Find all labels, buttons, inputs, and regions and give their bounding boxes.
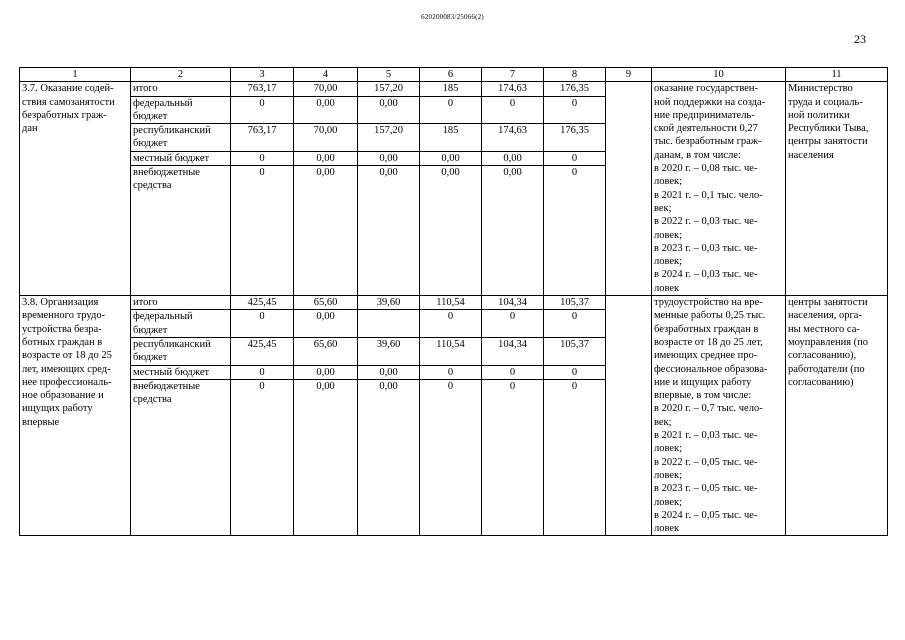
- value-cell: 65,60: [294, 296, 358, 310]
- program-table: [19, 67, 888, 536]
- source-cell: итого: [131, 296, 231, 310]
- value-cell: 0,00: [358, 379, 420, 536]
- value-cell: 0: [420, 96, 482, 124]
- value-cell: 70,00: [294, 124, 358, 152]
- value-cell: 763,17: [231, 82, 294, 96]
- responsible-cell: центры занятости населения, орга- ны местного са- моуправления (по согласованию), работодатели (по согласованию): [786, 296, 888, 536]
- value-cell: 0,00: [482, 151, 544, 165]
- target-cell: трудоустройство на вре- менные работы 0,25 тыс. безработных граждан в возрасте от 18 до 25 лет, имеющих среднее про- фессиональное образова- ние и ищущих работу впервые, в том числе: в 2020 г. – 0,7 тыс. чело- век; в 2021 г. – 0,03 тыс. че- ловек; в 2022 г. – 0,05 тыс. че- ловек; в 2023 г. – 0,05 тыс. че- ловек; в 2024 г. – 0,05 тыс. че- ловек: [652, 296, 786, 536]
- value-cell: 65,60: [294, 337, 358, 365]
- value-cell: 0,00: [482, 166, 544, 296]
- header-row: [20, 68, 888, 82]
- event-cell: 3.8. Организация временного трудо- устройства безра- ботных граждан в возрасте от 18 до 25 лет, имеющих сред- нее профессиональ- ное образование и ищущих работу впервые: [20, 296, 131, 536]
- value-cell: 174,63: [482, 82, 544, 96]
- header-cell: 11: [786, 68, 888, 82]
- source-cell: республиканский бюджет: [131, 124, 231, 152]
- value-cell: 157,20: [358, 82, 420, 96]
- value-cell: 110,54: [420, 337, 482, 365]
- value-cell: 104,34: [482, 337, 544, 365]
- table-row: [20, 82, 888, 96]
- value-cell: 0: [544, 365, 606, 379]
- source-cell: федеральный бюджет: [131, 310, 231, 338]
- value-cell: 0: [231, 365, 294, 379]
- responsible-cell: Министерство труда и социаль- ной политики Республики Тыва, центры занятости населения: [786, 82, 888, 296]
- value-cell: 39,60: [358, 337, 420, 365]
- value-cell: 0,00: [294, 365, 358, 379]
- source-cell: внебюджетные средства: [131, 379, 231, 536]
- value-cell: 0,00: [294, 166, 358, 296]
- value-cell: 0: [482, 96, 544, 124]
- empty-cell: [606, 82, 652, 296]
- event-cell: 3.7. Оказание содей- ствия самозанятости безработных граж- дан: [20, 82, 131, 296]
- value-cell: 0: [231, 310, 294, 338]
- value-cell: 0: [544, 151, 606, 165]
- table-row: [20, 296, 888, 310]
- header-cell: 2: [131, 68, 231, 82]
- value-cell: 0: [482, 365, 544, 379]
- value-cell: 157,20: [358, 124, 420, 152]
- value-cell: [358, 310, 420, 338]
- value-cell: 105,37: [544, 337, 606, 365]
- value-cell: 0: [544, 379, 606, 536]
- value-cell: 0: [482, 379, 544, 536]
- header-cell: 1: [20, 68, 131, 82]
- value-cell: 0: [420, 379, 482, 536]
- source-cell: итого: [131, 82, 231, 96]
- value-cell: 0: [544, 96, 606, 124]
- value-cell: 39,60: [358, 296, 420, 310]
- value-cell: 185: [420, 82, 482, 96]
- value-cell: 105,37: [544, 296, 606, 310]
- header-cell: 4: [294, 68, 358, 82]
- header-cell: 8: [544, 68, 606, 82]
- value-cell: 0: [482, 310, 544, 338]
- value-cell: 0: [231, 166, 294, 296]
- source-cell: федеральный бюджет: [131, 96, 231, 124]
- value-cell: 110,54: [420, 296, 482, 310]
- value-cell: 0: [544, 166, 606, 296]
- value-cell: 176,35: [544, 82, 606, 96]
- header-cell: 10: [652, 68, 786, 82]
- value-cell: 0,00: [358, 151, 420, 165]
- page-number: 23: [854, 32, 866, 46]
- value-cell: 70,00: [294, 82, 358, 96]
- header-cell: 7: [482, 68, 544, 82]
- value-cell: 174,63: [482, 124, 544, 152]
- value-cell: 0,00: [358, 166, 420, 296]
- value-cell: 185: [420, 124, 482, 152]
- value-cell: 0,00: [358, 365, 420, 379]
- value-cell: 425,45: [231, 296, 294, 310]
- value-cell: 0: [231, 379, 294, 536]
- value-cell: 0,00: [358, 96, 420, 124]
- value-cell: 763,17: [231, 124, 294, 152]
- value-cell: 0,00: [420, 151, 482, 165]
- value-cell: 0: [544, 310, 606, 338]
- header-cell: 5: [358, 68, 420, 82]
- value-cell: 0: [231, 151, 294, 165]
- source-cell: местный бюджет: [131, 365, 231, 379]
- source-cell: республиканский бюджет: [131, 337, 231, 365]
- value-cell: 0: [420, 310, 482, 338]
- value-cell: 0,00: [294, 151, 358, 165]
- value-cell: 104,34: [482, 296, 544, 310]
- source-cell: местный бюджет: [131, 151, 231, 165]
- header-cell: 6: [420, 68, 482, 82]
- empty-cell: [606, 296, 652, 536]
- value-cell: 0,00: [294, 310, 358, 338]
- value-cell: 0: [420, 365, 482, 379]
- value-cell: 0,00: [294, 379, 358, 536]
- value-cell: 176,35: [544, 124, 606, 152]
- header-cell: 9: [606, 68, 652, 82]
- document-id: 620200083/25066(2): [421, 13, 484, 21]
- value-cell: 0: [231, 96, 294, 124]
- value-cell: 425,45: [231, 337, 294, 365]
- value-cell: 0,00: [420, 166, 482, 296]
- header-cell: 3: [231, 68, 294, 82]
- target-cell: оказание государствен- ной поддержки на созда- ние предприниматель- ской деятельности 0,27 тыс. безработным граж- данам, в том числе: в 2020 г. – 0,08 тыс. че- ловек; в 2021 г. – 0,1 тыс. чело- век; в 2022 г. – 0,03 тыс. че- ловек; в 2023 г. – 0,03 тыс. че- ловек; в 2024 г. – 0,03 тыс. че- ловек: [652, 82, 786, 296]
- source-cell: внебюджетные средства: [131, 166, 231, 296]
- value-cell: 0,00: [294, 96, 358, 124]
